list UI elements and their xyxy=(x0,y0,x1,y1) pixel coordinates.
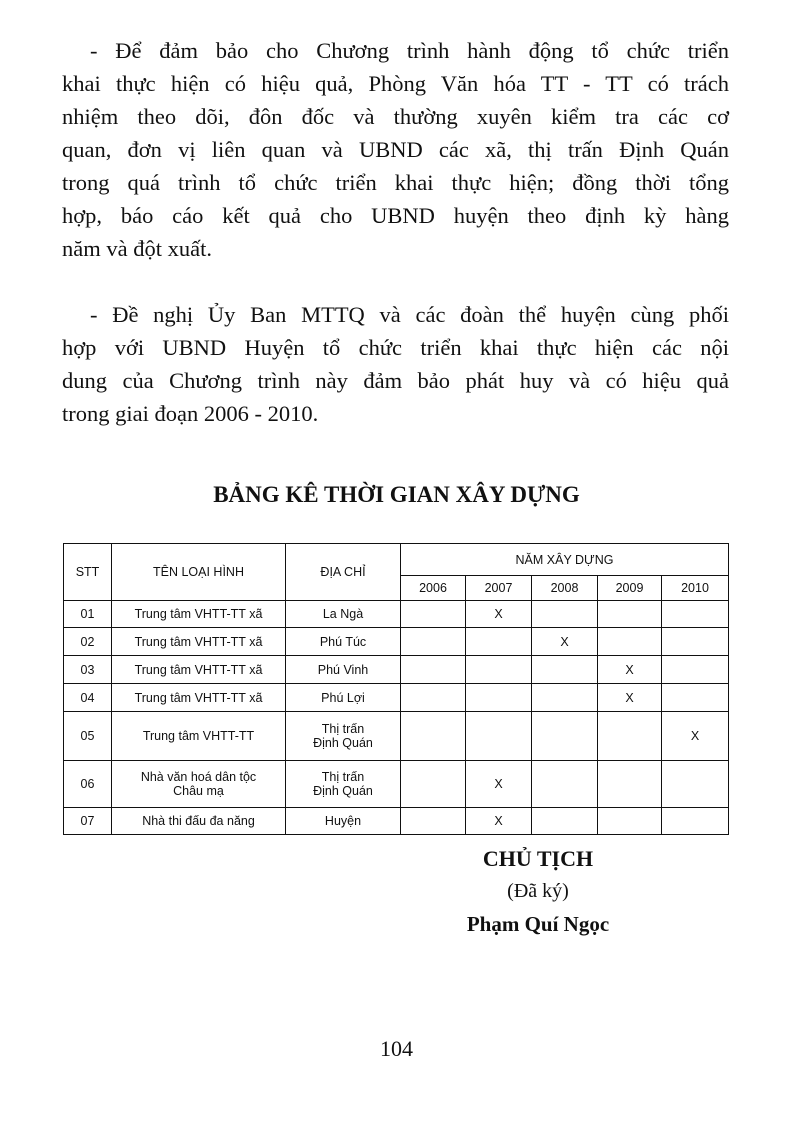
cell-year-mark xyxy=(401,712,466,761)
header-stt: STT xyxy=(64,544,112,601)
cell-year-mark xyxy=(466,712,532,761)
table-row xyxy=(64,628,729,656)
header-year-2007: 2007 xyxy=(466,576,532,601)
text-line: trong giai đoạn 2006 - 2010. xyxy=(62,401,319,426)
cell-year-mark: X xyxy=(532,628,598,656)
cell-year-mark xyxy=(401,628,466,656)
paragraph-1 xyxy=(62,34,729,265)
cell-stt: 05 xyxy=(64,712,112,761)
header-year-2008: 2008 xyxy=(532,576,598,601)
cell-name: Trung tâm VHTT-TT xã xyxy=(112,601,286,628)
header-address: ĐỊA CHỈ xyxy=(286,544,401,601)
text-line: năm và đột xuất. xyxy=(62,236,212,261)
cell-year-mark xyxy=(401,601,466,628)
cell-year-mark: X xyxy=(466,808,532,835)
cell-year-mark xyxy=(466,684,532,712)
header-year-2009: 2009 xyxy=(598,576,662,601)
cell-year-mark xyxy=(598,761,662,808)
signature-note: (Đã ký) xyxy=(507,880,569,902)
cell-year-mark: X xyxy=(598,656,662,684)
page-number: 104 xyxy=(380,1036,413,1061)
table-row xyxy=(64,601,729,628)
cell-year-mark xyxy=(466,628,532,656)
cell-year-mark xyxy=(401,808,466,835)
cell-year-mark: X xyxy=(466,761,532,808)
cell-year-mark xyxy=(662,601,729,628)
table-row xyxy=(64,712,729,761)
cell-name: Trung tâm VHTT-TT xã xyxy=(112,656,286,684)
cell-address: Phú Vinh xyxy=(286,656,401,684)
cell-year-mark xyxy=(598,628,662,656)
paragraph-2 xyxy=(62,298,729,430)
cell-year-mark xyxy=(401,684,466,712)
text-line: quan, đơn vị liên quan và UBND các xã, thị trấn Định Quán xyxy=(62,137,729,162)
cell-name: Nhà thi đấu đa năng xyxy=(112,808,286,835)
cell-year-mark: X xyxy=(662,712,729,761)
text-line: - Đề nghị Ủy Ban MTTQ và các đoàn thể huyện cùng phối xyxy=(90,302,729,327)
cell-stt: 07 xyxy=(64,808,112,835)
cell-year-mark xyxy=(532,684,598,712)
cell-year-mark xyxy=(466,656,532,684)
cell-year-mark xyxy=(662,656,729,684)
header-year-2006: 2006 xyxy=(401,576,466,601)
table-row xyxy=(64,761,729,808)
cell-name: Trung tâm VHTT-TT xã xyxy=(112,628,286,656)
cell-year-mark xyxy=(401,656,466,684)
cell-stt: 01 xyxy=(64,601,112,628)
cell-year-mark xyxy=(532,656,598,684)
cell-address: Phú Túc xyxy=(286,628,401,656)
signer-name: Phạm Quí Ngọc xyxy=(466,912,610,936)
header-year-2010: 2010 xyxy=(662,576,729,601)
cell-address: Huyện xyxy=(286,808,401,835)
cell-address: Thị trấn Định Quán xyxy=(286,712,401,761)
table-title: BẢNG KÊ THỜI GIAN XÂY DỰNG xyxy=(213,482,580,507)
header-years-group: NĂM XÂY DỰNG xyxy=(401,544,729,576)
text-line: dung của Chương trình này đảm bảo phát huy và có hiệu quả xyxy=(62,368,729,393)
table-row xyxy=(64,684,729,712)
cell-address: Thị trấn Định Quán xyxy=(286,761,401,808)
cell-year-mark: X xyxy=(466,601,532,628)
text-line: nhiệm theo dõi, đôn đốc và thường xuyên kiểm tra các cơ xyxy=(62,104,729,129)
text-line: hợp với UBND Huyện tổ chức triển khai thực hiện các nội xyxy=(62,335,729,360)
cell-year-mark xyxy=(401,761,466,808)
text-line: - Để đảm bảo cho Chương trình hành động tổ chức triển xyxy=(90,38,729,63)
table-row xyxy=(64,808,729,835)
cell-stt: 02 xyxy=(64,628,112,656)
cell-year-mark xyxy=(598,712,662,761)
cell-year-mark xyxy=(532,761,598,808)
cell-year-mark xyxy=(532,808,598,835)
cell-name: Trung tâm VHTT-TT xã xyxy=(112,684,286,712)
cell-name: Trung tâm VHTT-TT xyxy=(112,712,286,761)
cell-year-mark xyxy=(598,808,662,835)
cell-year-mark xyxy=(598,601,662,628)
text-line: khai thực hiện có hiệu quả, Phòng Văn hóa TT - TT có trách xyxy=(62,71,729,96)
cell-stt: 04 xyxy=(64,684,112,712)
cell-year-mark: X xyxy=(598,684,662,712)
cell-year-mark xyxy=(662,808,729,835)
cell-year-mark xyxy=(662,684,729,712)
text-line: hợp, báo cáo kết quả cho UBND huyện theo định kỳ hàng xyxy=(62,203,729,228)
cell-address: Phú Lợi xyxy=(286,684,401,712)
cell-stt: 03 xyxy=(64,656,112,684)
cell-stt: 06 xyxy=(64,761,112,808)
header-name: TÊN LOẠI HÌNH xyxy=(112,544,286,601)
cell-year-mark xyxy=(662,761,729,808)
cell-year-mark xyxy=(532,712,598,761)
table-row xyxy=(64,656,729,684)
cell-address: La Ngà xyxy=(286,601,401,628)
construction-schedule-table xyxy=(63,543,729,835)
text-line: trong quá trình tổ chức triển khai thực hiện; đồng thời tổng xyxy=(62,170,729,195)
cell-year-mark xyxy=(662,628,729,656)
cell-name: Nhà văn hoá dân tộc Châu mạ xyxy=(112,761,286,808)
signature-title: CHỦ TỊCH xyxy=(482,846,594,871)
cell-year-mark xyxy=(532,601,598,628)
